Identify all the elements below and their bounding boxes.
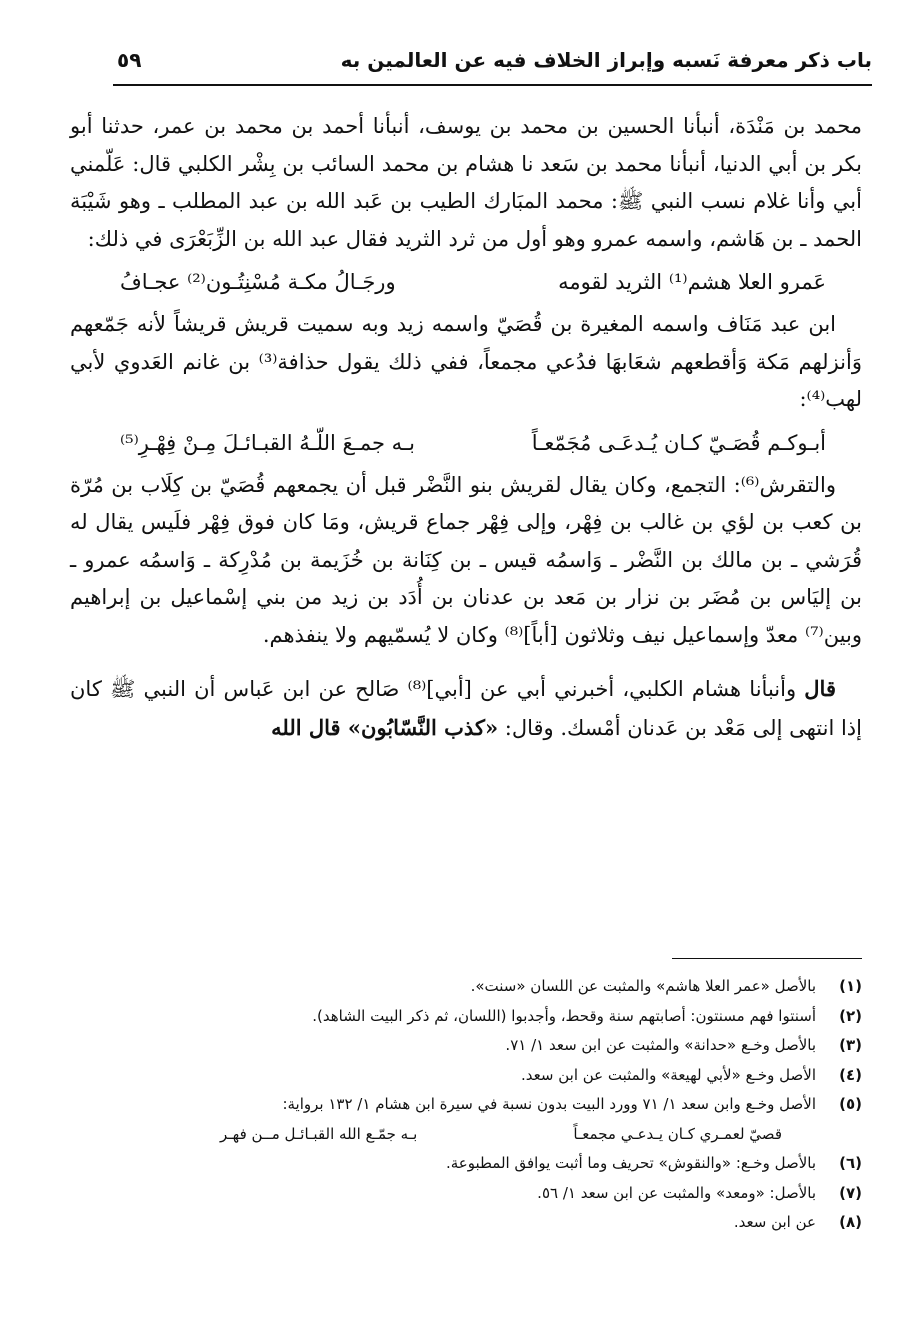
footnote-number: (٨) xyxy=(839,1213,862,1231)
footnote-6 xyxy=(70,1149,862,1179)
footnote-number: (٥) xyxy=(839,1095,862,1113)
footnote-number: (١) xyxy=(839,977,862,995)
running-title: باب ذكر معرفة نَسبه وإبراز الخلاف فيه عن العالمين به xyxy=(340,48,872,72)
footnote-1 xyxy=(70,972,862,1002)
page-number: ٥٩ xyxy=(117,48,142,72)
footnote-verse-first-hemistich: قصيّ لعمـري كـان يـدعـي مجمعـاً xyxy=(573,1124,782,1143)
footnote-text: بالأصل: «ومعد» والمثبت عن ابن سعد ١/ ٥٦. xyxy=(537,1183,816,1202)
verse-1 xyxy=(70,258,862,306)
footnote-number: (٤) xyxy=(839,1065,862,1084)
paragraph-4 xyxy=(70,670,862,747)
footnotes xyxy=(70,972,862,1238)
footnote-verse xyxy=(70,1120,862,1150)
footnote-text: عن ابن سعد. xyxy=(733,1213,816,1231)
footnote-text: بالأصل «عمر العلا هاشم» والمثبت عن اللسان «سنت». xyxy=(470,977,816,995)
paragraph-1: محمد بن مَنْدَة، أنبأنا الحسين بن محمد بن يوسف، أنبأنا أحمد بن محمد بن عمر، حدثنا أبو بكر بن أبي الدنيا، أنبأنا محمد بن سَعد نا هشام بن محمد السائب بن بِشْر الكلبي قال: عَلّمني أبي وأنا غلام نسب النبي ﷺ: محمد المبَارك الطيب بن عَبد الله بن عبد المطلب ـ وهو شَيْبَة الحمد ـ بن هَاشم، واسمه عمرو وهو أول من ثرد الثريد فقال عبد الله بن الزِّبَعْرَى في ذلك: xyxy=(70,114,862,251)
page-header xyxy=(113,40,872,86)
paragraph-2: ابن عبد مَنَاف واسمه المغيرة بن قُصَيّ واسمه زيد وبه سميت قريش قريشاً لأنه جَمّعهم وَأنزلهم مَكة وَأقطعهم شعَابهَا فدُعي مجمعاً، ففي ذلك يقول حذافة⁽³⁾ بن غانم العَدوي لأبي لهب⁽⁴⁾: xyxy=(70,312,862,411)
footnote-divider xyxy=(672,958,862,959)
footnote-number: (٢) xyxy=(839,1006,862,1025)
footnote-7 xyxy=(70,1179,862,1209)
footnote-text: بالأصل وخـع: «والنقوش» تحريف وما أثبت يوافق المطبوعة. xyxy=(445,1154,816,1172)
main-text xyxy=(70,108,862,747)
verse-1-first-hemistich: عَمرو العلا هشم⁽¹⁾ الثريد لقومه xyxy=(558,270,826,294)
paragraph-4-quote: «كذب النَّسّابُون» قال الله xyxy=(271,714,499,740)
footnote-text: بالأصل وخـع «حدانة» والمثبت عن ابن سعد ١/ ٧١. xyxy=(505,1036,816,1054)
verse-1-second-hemistich: ورجَـالُ مكـة مُسْنِتُـون⁽²⁾ عجـافُ xyxy=(120,270,396,294)
footnote-number: (٧) xyxy=(839,1183,862,1202)
footnote-text: أسنتوا فهم مسنتون: أصابتهم سنة وقحط، وأجدبوا (اللسان، ثم ذكر البيت الشاهد). xyxy=(312,1006,816,1025)
footnote-8 xyxy=(70,1208,862,1238)
paragraph-4-lead: قال xyxy=(804,676,836,701)
footnote-number: (٦) xyxy=(839,1154,862,1172)
footnote-verse-second-hemistich: بـه جمّـع الله القبـائـل مــن فهـر xyxy=(220,1124,418,1143)
footnote-2 xyxy=(70,1002,862,1032)
footnote-4 xyxy=(70,1061,862,1091)
footnote-number: (٣) xyxy=(839,1036,862,1054)
paragraph-3: والتقرش⁽⁶⁾: التجمع، وكان يقال لقريش بنو النَّضْر قبل أن يجمعهم قُصَيّ بن كِلَاب بن مُرّة بن كعب بن لؤي بن غالب بن فِهْر، وإلى فِهْر جماع قريش، ومَا كان فوق فِهْر فلَيس يقال له قُرَشي ـ بن مالك بن النَّضْر ـ وَاسمُه قيس ـ بن كِنَانة بن خُزَيمة بن مُدْرِكة ـ وَاسمُه عمرو ـ بن إليَاس بن مُضَر بن نزار بن مَعد بن عدنان بن أُدَد بن زيد من بني إسْماعيل بن إبراهيم وبين⁽⁷⁾ معدّ وإسماعيل نيف وثلاثون [أباً]⁽⁸⁾ وكان لا يُسمّيهم ولا ينفذهم. xyxy=(70,472,862,647)
footnote-3 xyxy=(70,1031,862,1061)
footnote-text: الأصل وخـع وابن سعد ١/ ٧١ وورد البيت بدون نسبة في سيرة ابن هشام ١/ ١٣٢ برواية: xyxy=(282,1095,816,1113)
verse-2-second-hemistich: بـه جمـعَ اللّـهُ القبـائـلَ مِـنْ فِهْـرِ⁽⁵⁾ xyxy=(120,430,415,455)
footnote-5 xyxy=(70,1090,862,1120)
verse-2-first-hemistich: أبـوكـم قُصَـيّ كـان يُـدعَـى مُجَمّعـاً xyxy=(531,430,826,455)
paragraph-4-text: وأنبأنا هشام الكلبي، أخبرني أبي عن [أبي]⁽⁸⁾ صَالح عن ابن عَباس أن النبي ﷺ كان إذا انتهى إلى مَعْد بن عَدنان أمْسك. وقال: xyxy=(70,677,862,740)
footnote-text: الأصل وخـع «لأبي لهيعة» والمثبت عن ابن سعد. xyxy=(521,1065,816,1084)
verse-2 xyxy=(70,419,862,467)
